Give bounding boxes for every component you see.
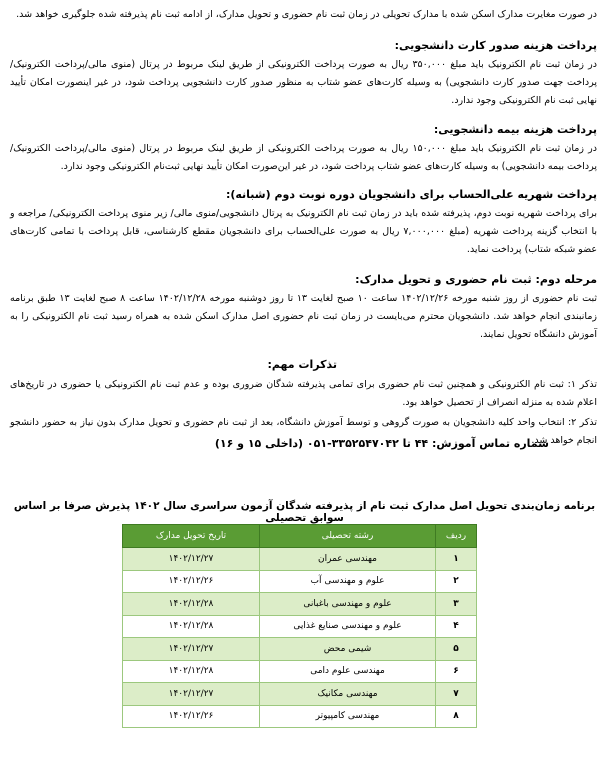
step2-paragraph: ثبت نام حضوری از روز شنبه مورخه ۱۴۰۲/۱۲/۲۶ ساعت ۱۰ صبح لغایت ۱۳ تا روز دوشنبه مورخه ۱۴۰۲/۱۲/۲۸ ساعت ۸ صبح لغایت ۱۳ طبق برنامه زمانبندی انجام خواهد شد. دانشجویان محترم می‌بایست در زمان ثبت نام حضوری اصل مدارک اسکن شده به همراه رسید ثبت نام الکترونیکی را به آموزش دانشگاه تحویل نمایند. xyxy=(10,293,597,340)
table-row xyxy=(123,593,477,616)
header-date: تاریخ تحویل مدارک xyxy=(123,525,260,548)
row-field: علوم و مهندسی باغبانی xyxy=(260,593,436,616)
tuition-paragraph: برای پرداخت شهریه نوبت دوم، پذیرفته شده باید در زمان ثبت نام الکترونیک به پرتال دانشجویی/منوی مالی/ زیر منوی پرداخت الکترونیکی/ مراجعه و با انتخاب گزینه پرداخت شهریه (مبلغ ۷,۰۰۰,۰۰۰ ریال به صورت علی‌الحساب برای دانشجویان مقطع کارشناسی، قابل پرداخت با تمامی کارت‌های عضو شبکه شتاب) پرداخت نماید. xyxy=(10,208,597,255)
row-date: ۱۴۰۲/۱۲/۲۸ xyxy=(123,593,260,616)
table-row xyxy=(123,638,477,661)
step2-heading: مرحله دوم: ثبت نام حضوری و تحویل مدارک: xyxy=(355,273,597,286)
row-number: ۳ xyxy=(436,593,477,616)
row-field: علوم و مهندسی آب xyxy=(260,570,436,593)
row-number: ۴ xyxy=(436,615,477,638)
row-field: مهندسی عمران xyxy=(260,548,436,571)
card-fee-heading: پرداخت هزینه صدور کارت دانشجویی: xyxy=(394,39,597,52)
header-field: رشته تحصیلی xyxy=(260,525,436,548)
row-field: شیمی محض xyxy=(260,638,436,661)
row-number: ۶ xyxy=(436,660,477,683)
row-date: ۱۴۰۲/۱۲/۲۶ xyxy=(123,705,260,728)
schedule-table xyxy=(122,524,477,728)
table-row xyxy=(123,683,477,706)
table-header-row xyxy=(123,525,477,548)
row-number: ۵ xyxy=(436,638,477,661)
row-date: ۱۴۰۲/۱۲/۲۶ xyxy=(123,570,260,593)
row-date: ۱۴۰۲/۱۲/۲۸ xyxy=(123,615,260,638)
contact-phone: شماره تماس آموزش: ۴۴ تا ۳۳۵۲۵۴۷۰۴۲-۰۵۱ (داخلی ۱۵ و ۱۶) xyxy=(214,437,549,450)
notes-heading: تذکرات مهم: xyxy=(267,358,337,371)
row-number: ۲ xyxy=(436,570,477,593)
insurance-paragraph: در زمان ثبت نام الکترونیک باید مبلغ ۱۵۰,۰۰۰ ریال به صورت پرداخت الکترونیکی از طریق لینک مربوط در پرتال (منوی مالی/پرداخت الکترونیک/پرداخت بیمه دانشجویی) به وسیله کارت‌های عضو شتاب پرداخت شود، در غیر این‌صورت امکان تأیید نهایی ثبت‌نام الکترونیکی وجود ندارد. xyxy=(10,143,597,172)
note-2: تذکر ۲: انتخاب واحد کلیه دانشجویان به صورت گروهی و توسط آموزش دانشگاه، بعد از ثبت نام حضوری و تحویل مدارک بدون نیاز به حضور دانشجو انجام خواهد شد. xyxy=(10,417,597,446)
tuition-heading: پرداخت شهریه علی‌الحساب برای دانشجویان دوره نوبت دوم (شبانه): xyxy=(225,188,597,201)
insurance-heading: پرداخت هزینه بیمه دانشجویی: xyxy=(433,123,597,136)
table-row xyxy=(123,705,477,728)
row-date: ۱۴۰۲/۱۲/۲۸ xyxy=(123,660,260,683)
row-field: مهندسی کامپیوتر xyxy=(260,705,436,728)
table-row xyxy=(123,570,477,593)
row-field: مهندسی علوم دامی xyxy=(260,660,436,683)
row-date: ۱۴۰۲/۱۲/۲۷ xyxy=(123,638,260,661)
row-field: مهندسی مکانیک xyxy=(260,683,436,706)
row-number: ۱ xyxy=(436,548,477,571)
row-date: ۱۴۰۲/۱۲/۲۷ xyxy=(123,683,260,706)
table-row xyxy=(123,660,477,683)
row-field: علوم و مهندسی صنایع غذایی xyxy=(260,615,436,638)
card-fee-paragraph: در زمان ثبت نام الکترونیک باید مبلغ ۳۵۰,۰۰۰ ریال به صورت پرداخت الکترونیکی از طریق لینک مربوط در پرتال (منوی مالی/پرداخت الکترونیک/پرداخت جهت صدور کارت دانشجویی) به وسیله کارت‌های عضو شتاب به منظور صدور کارت دانشجویی پرداخت شود، در غیر اینصورت امکان تأیید نهایی ثبت نام الکترونیکی وجود ندارد. xyxy=(10,59,597,106)
table-row xyxy=(123,615,477,638)
row-number: ۷ xyxy=(436,683,477,706)
row-number: ۸ xyxy=(436,705,477,728)
intro-paragraph: در صورت مغایرت مدارک اسکن شده با مدارک تحویلی در زمان ثبت نام حضوری و تحویل مدارک، از ادامه ثبت نام پذیرفته شده جلوگیری خواهد شد. xyxy=(16,9,597,20)
table-row xyxy=(123,548,477,571)
header-row-number: ردیف xyxy=(436,525,477,548)
row-date: ۱۴۰۲/۱۲/۲۷ xyxy=(123,548,260,571)
note-1: تذکر ۱: ثبت نام الکترونیکی و همچنین ثبت نام حضوری برای تمامی پذیرفته شدگان ضروری بوده و عدم ثبت نام الکترونیکی یا حضوری در تاریخ‌های اعلام شده به منزله انصراف از تحصیل خواهد بود. xyxy=(10,379,597,408)
schedule-title: برنامه زمان‌بندی تحویل اصل مدارک ثبت نام از پذیرفته شدگان آزمون سراسری سال ۱۴۰۲ پذیرش صرفا بر اساس سوابق تحصیلی xyxy=(13,500,596,524)
